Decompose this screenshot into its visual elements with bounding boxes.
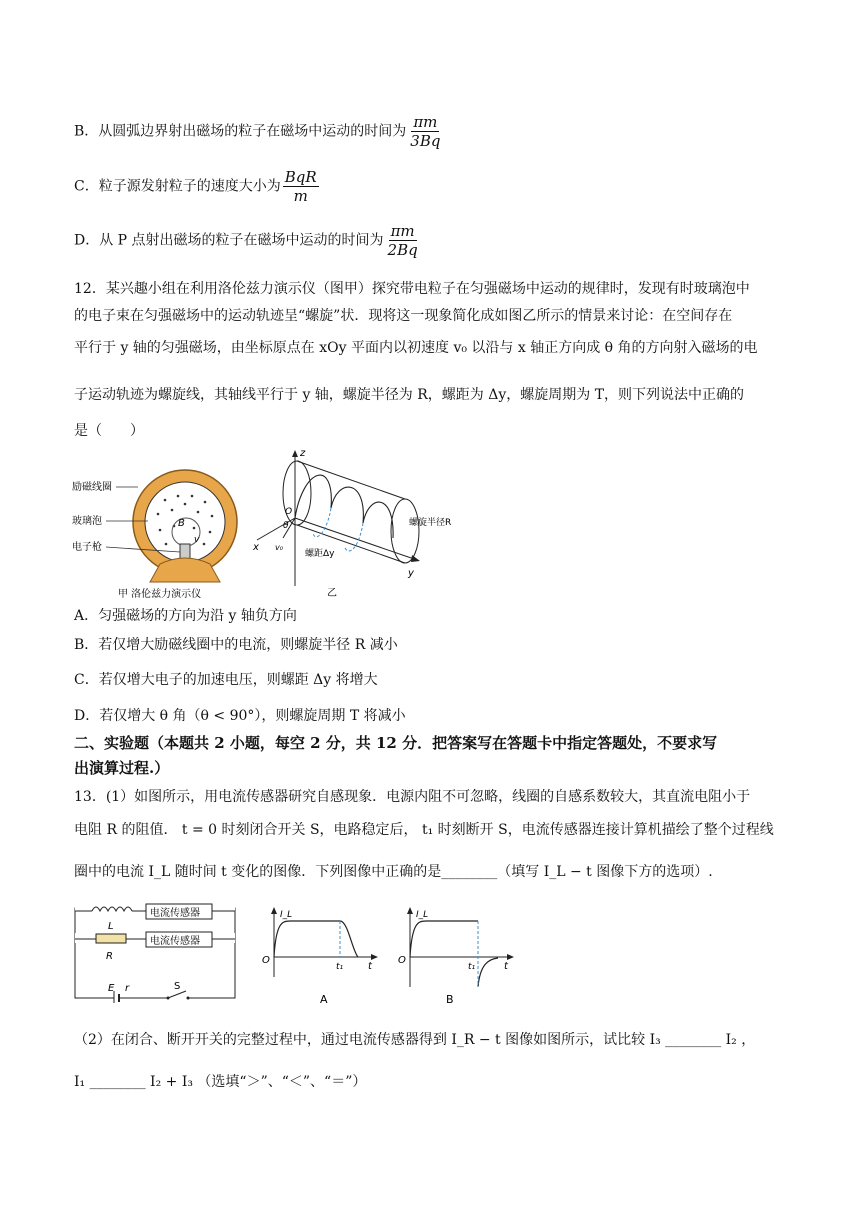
label-inductor: L	[108, 921, 114, 932]
fraction-numerator: πm	[390, 222, 415, 240]
graph-b-curve-positive	[410, 921, 478, 957]
option-b-prev	[74, 113, 442, 150]
graph-a-ylabel: I_L	[280, 910, 293, 920]
label-b-field: B	[178, 518, 185, 529]
label-z: z	[300, 448, 306, 459]
lorentz-demonstrator-figure	[70, 452, 255, 602]
circuit-frame	[75, 908, 235, 998]
x-axis	[257, 518, 295, 540]
q13-part-2-line-2: I₁ ________ I₂ + I₃ （选填“＞”、“＜”、“＝”）	[74, 1074, 367, 1090]
option-c-fraction	[283, 168, 319, 205]
graph-a-caption: A	[320, 993, 328, 1006]
section-2-heading-line-2: 出演算过程.）	[74, 759, 170, 777]
label-pitch: 螺距Δy	[305, 549, 335, 559]
fraction-denominator: 2Bq	[387, 241, 418, 259]
q12-line-5: 是（ ）	[74, 423, 144, 439]
option-d-prev	[74, 222, 420, 259]
label-velocity: v	[194, 535, 200, 545]
label-emf: E	[108, 983, 115, 994]
graph-b-origin: O	[398, 955, 406, 966]
graph-b-ylabel: I_L	[416, 910, 429, 920]
option-b-text: B．从圆弧边界射出磁场的粒子在磁场中运动的时间为	[74, 123, 407, 140]
label-gun: 电子枪	[72, 542, 102, 553]
label-y: y	[408, 568, 414, 579]
figure-caption-right: 乙	[327, 588, 337, 599]
graph-a-t: t	[368, 961, 372, 972]
q13-line-3: 圈中的电流 I_L 随时间 t 变化的图像．下列图像中正确的是________（填写 I_L − t 图像下方的选项）.	[74, 864, 713, 880]
label-theta: θ	[283, 521, 289, 531]
q12-option-d: D．若仅增大 θ 角（θ < 90°），则螺旋周期 T 将减小	[74, 708, 406, 724]
option-b-fraction	[408, 113, 442, 150]
sensor-1-label: 电流传感器	[150, 908, 200, 919]
helix-diagram-figure	[245, 448, 475, 600]
graph-b-t1: t₁	[468, 962, 476, 972]
q13-line-1: 13．(1）如图所示，用电流传感器研究自感现象．电源内阻不可忽略，线圈的自感系数较大，其直流电阻小于	[74, 789, 751, 805]
helix-hidden	[313, 508, 363, 551]
label-x: x	[253, 542, 259, 553]
graph-a-origin: O	[262, 955, 270, 966]
label-v0: v₀	[275, 543, 283, 552]
fraction-denominator: 3Bq	[410, 132, 441, 150]
q12-line-3: 平行于 y 轴的匀强磁场，由坐标原点在 xOy 平面内以初速度 v₀ 以沿与 x 轴正方向成 θ 角的方向射入磁场的电	[74, 340, 758, 356]
graph-a	[256, 905, 384, 1015]
label-switch: S	[174, 981, 181, 992]
q12-option-a: A．匀强磁场的方向为沿 y 轴负方向	[74, 608, 297, 624]
option-c-text: C．粒子源发射粒子的速度大小为	[74, 178, 281, 195]
label-bulb: 玻璃泡	[72, 516, 102, 527]
q12-line-1: 12．某兴趣小组在利用洛伦兹力演示仪（图甲）探究带电粒子在匀强磁场中运动的规律时，发现有时玻璃泡中	[74, 281, 750, 297]
q12-line-4: 子运动轨迹为螺旋线，其轴线平行于 y 轴，螺旋半径为 R，螺距为 Δy，螺旋周期为 T，则下列说法中正确的	[74, 387, 745, 403]
graph-b-t: t	[504, 961, 508, 972]
sensor-2-label: 电流传感器	[150, 936, 200, 947]
circuit-diagram	[70, 903, 242, 1003]
graph-a-t1: t₁	[336, 962, 344, 972]
q13-line-2: 电阻 R 的阻值． t = 0 时刻闭合开关 S，电路稳定后， t₁ 时刻断开 S，电流传感器连接计算机描绘了整个过程线	[74, 822, 774, 838]
option-c-prev	[74, 168, 319, 205]
label-resistor: R	[106, 951, 113, 962]
resistor	[96, 934, 126, 943]
section-2-heading-line-1: 二、实验题（本题共 2 小题，每空 2 分，共 12 分．把答案写在答题卡中指定答题处，不要求写	[74, 734, 718, 752]
option-d-fraction	[386, 222, 420, 259]
graph-b-caption: B	[446, 993, 454, 1006]
q12-option-c: C．若仅增大电子的加速电压，则螺距 Δy 将增大	[74, 672, 378, 688]
q12-option-b: B．若仅增大励磁线圈中的电流，则螺旋半径 R 减小	[74, 637, 398, 653]
label-origin: O	[285, 507, 293, 517]
graph-b-curve-negative	[478, 958, 498, 987]
q12-line-2: 的电子束在匀强磁场中的运动轨迹呈“螺旋”状．现将这一现象简化成如图乙所示的情景来讨论：在空间存在	[74, 308, 733, 324]
cylinder-end-right	[391, 499, 419, 563]
fraction-numerator: πm	[413, 113, 438, 131]
label-coil: 励磁线圈	[72, 482, 112, 493]
graph-b	[392, 905, 520, 1015]
q13-part-2-line-1: （2）在闭合、断开开关的完整过程中，通过电流传感器得到 I_R − t 图像如图所示，试比较 I₃ ________ I₂ ，	[74, 1032, 756, 1048]
fraction-numerator: BqR	[284, 168, 317, 186]
figure-caption-left: 甲 洛伦兹力演示仪	[118, 589, 202, 600]
fraction-denominator: m	[293, 187, 308, 205]
option-d-text: D．从 P 点射出磁场的粒子在磁场中运动的时间为	[74, 232, 384, 249]
label-internal-r: r	[125, 983, 130, 994]
label-radius: 螺旋半径R	[409, 518, 452, 528]
graph-a-curve	[274, 921, 358, 957]
